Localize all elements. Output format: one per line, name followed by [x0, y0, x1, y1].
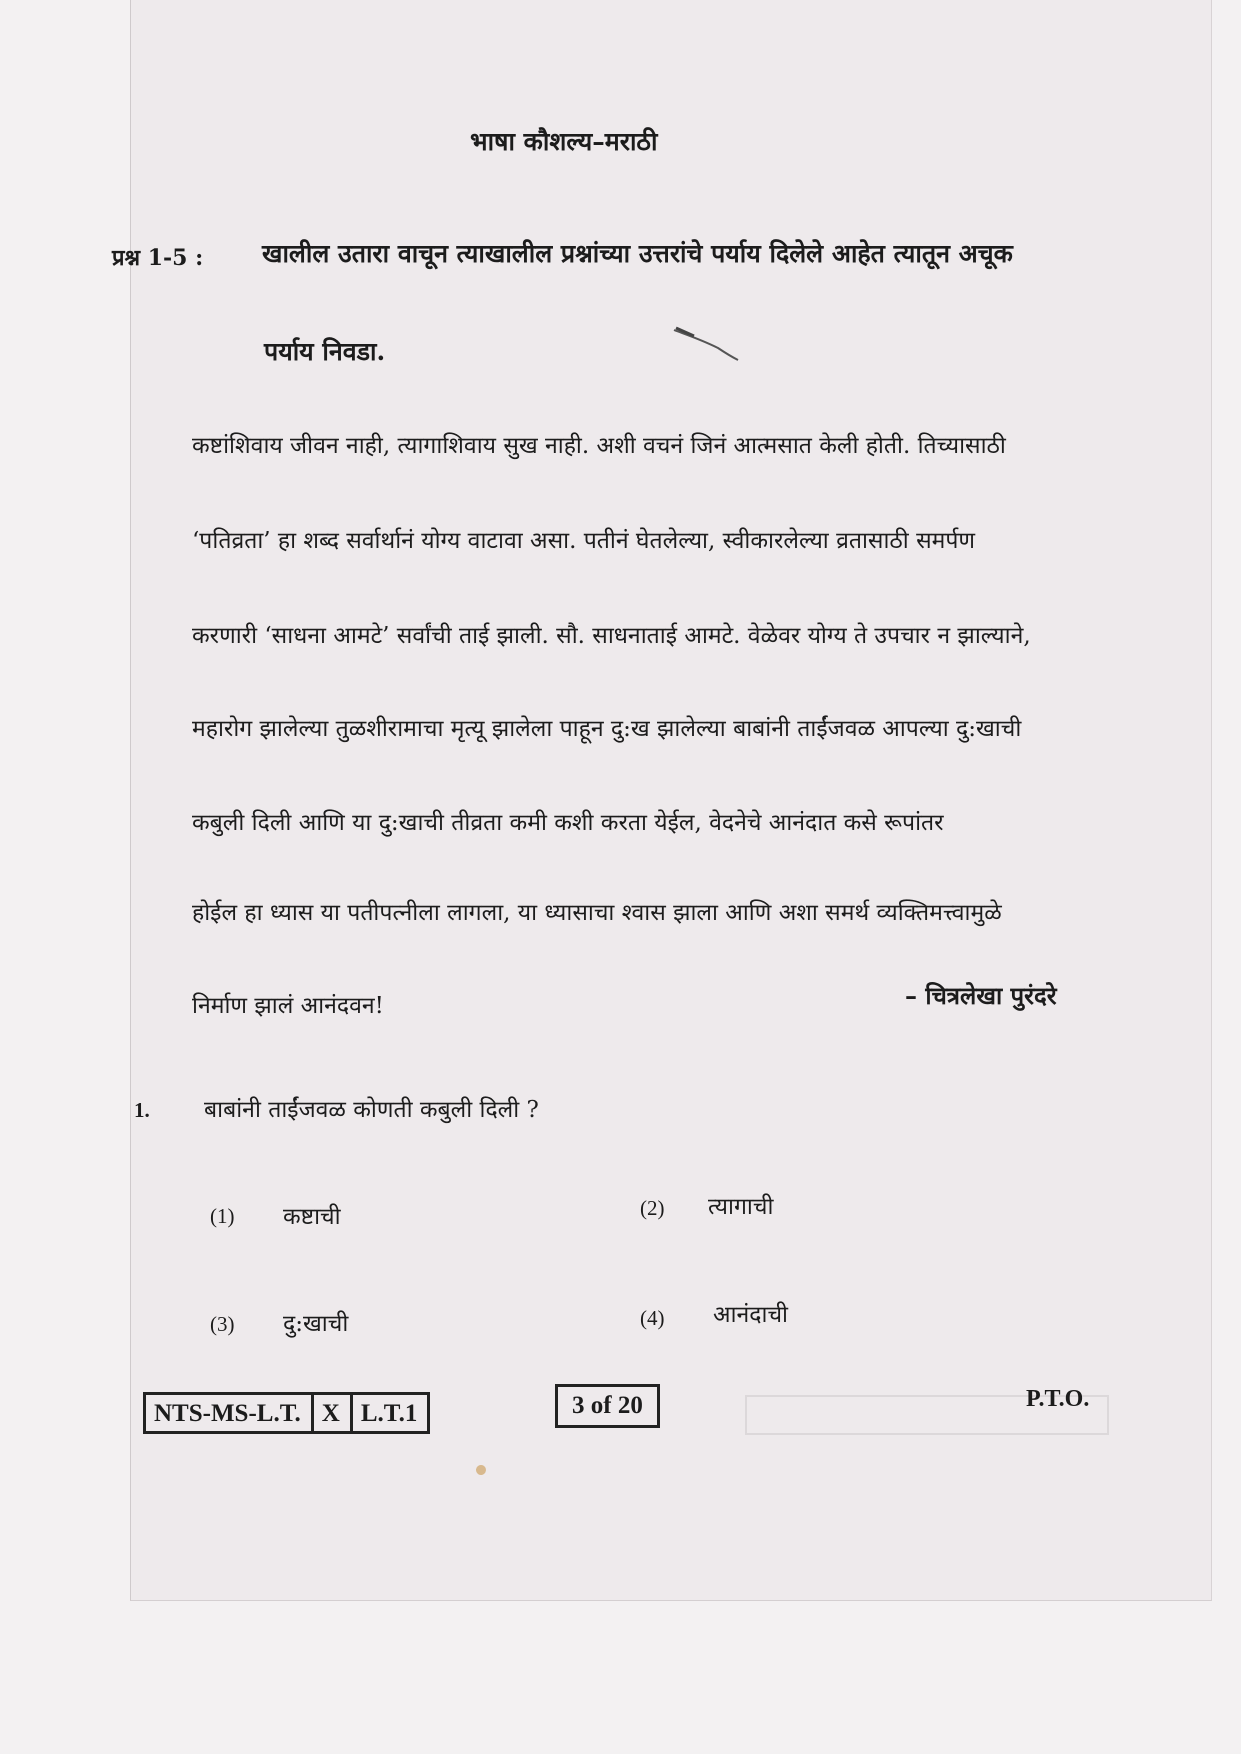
option-1-text: कष्टाची [283, 1204, 341, 1230]
instruction-line-2: पर्याय निवडा. [264, 337, 386, 366]
question-number: 1. [134, 1098, 150, 1122]
option-2-text: त्यागाची [708, 1194, 774, 1220]
paper-code-set: X [311, 1395, 350, 1431]
passage-line-5: कबुली दिली आणि या दु:खाची तीव्रता कमी कशी करता येईल, वेदनेचे आनंदात कसे रूपांतर [192, 810, 944, 836]
page-title: भाषा कौशल्य–मराठी [470, 127, 658, 156]
option-3-number: (3) [210, 1312, 235, 1336]
passage-line-4: महारोग झालेल्या तुळशीरामाचा मृत्यू झालेला पाहून दु:ख झालेल्या बाबांनी ताईंजवळ आपल्या दु:खाची [192, 716, 1022, 742]
passage-line-7: निर्माण झालं आनंदवन! [192, 993, 384, 1019]
paper-code-box [143, 1392, 430, 1434]
page-number-box [555, 1384, 660, 1428]
paper-code-series: NTS-MS-L.T. [154, 1399, 301, 1427]
passage-line-2: ‘पतिव्रता’ हा शब्द सर्वार्थानं योग्य वाटावा असा. पतीनं घेतलेल्या, स्वीकारलेल्या व्रतासाठी समर्पण [192, 528, 976, 554]
question-text: बाबांनी ताईंजवळ कोणती कबुली दिली ? [204, 1097, 539, 1123]
please-turn-over: P.T.O. [1026, 1386, 1090, 1412]
option-1-number: (1) [210, 1204, 235, 1228]
option-2-number: (2) [640, 1196, 665, 1220]
passage-author: – चित्रलेखा पुरंदरे [905, 981, 1057, 1010]
option-4-text: आनंदाची [713, 1302, 789, 1328]
option-4-number: (4) [640, 1306, 665, 1330]
paper-code-type: L.T.1 [350, 1395, 428, 1431]
page-number: 3 of 20 [572, 1392, 643, 1419]
passage-line-6: होईल हा ध्यास या पतीपत्नीला लागला, या ध्यासाचा श्वास झाला आणि अशा समर्थ व्यक्तिमत्त्वामुळे [192, 900, 1002, 926]
pen-scratch-mark [672, 326, 742, 366]
question-range-label: प्रश्न 1-5 : [112, 245, 204, 271]
instruction-line-1: खालील उतारा वाचून त्याखालील प्रश्नांच्या उत्तरांचे पर्याय दिलेले आहेत त्यातून अचूक [262, 239, 1013, 268]
passage-line-3: करणारी ‘साधना आमटे’ सर्वांची ताई झाली. सौ. साधनाताई आमटे. वेळेवर योग्य ते उपचार न झाल्याने, [192, 623, 1031, 649]
option-3-text: दु:खाची [283, 1311, 349, 1337]
passage-line-1: कष्टांशिवाय जीवन नाही, त्यागाशिवाय सुख नाही. अशी वचनं जिनं आत्मसात केली होती. तिच्यासाठी [192, 433, 1006, 459]
